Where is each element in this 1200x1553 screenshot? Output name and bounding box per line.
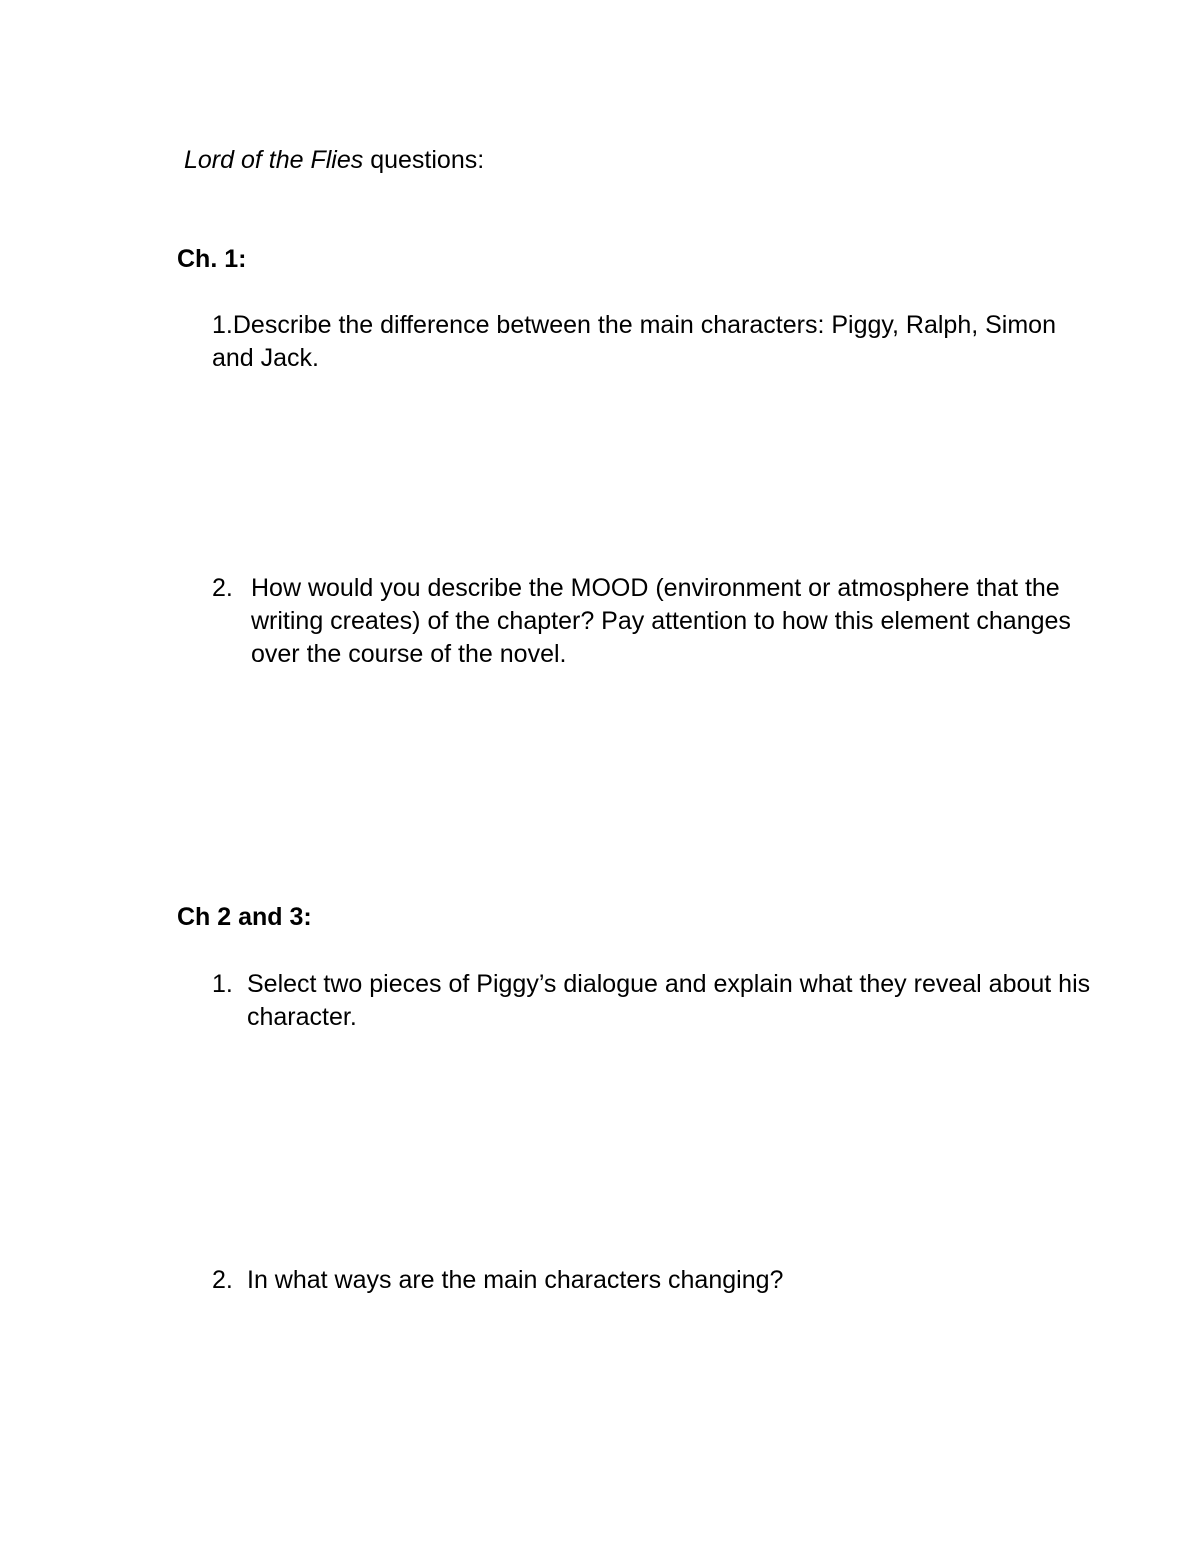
- question-body: How would you describe the MOOD (environment or atmosphere that the writing creates) of the chapter? Pay attention to how this element changes over the course of the novel.: [251, 574, 1071, 668]
- question-body: Describe the difference between the main characters: Piggy, Ralph, Simon and Jack.: [212, 311, 1056, 372]
- document-title: [184, 144, 484, 177]
- question-ch1-1: [212, 309, 1092, 375]
- question-ch1-2: [212, 572, 1112, 671]
- question-ch2-3-1: [212, 968, 1092, 1034]
- question-body: In what ways are the main characters changing?: [247, 1266, 784, 1294]
- question-body: Select two pieces of Piggy’s dialogue and explain what they reveal about his character.: [247, 970, 1091, 1031]
- book-title: Lord of the Flies: [184, 146, 364, 174]
- section-heading-ch1: Ch. 1:: [177, 245, 247, 273]
- question-number: 2.: [212, 574, 233, 602]
- question-text: [212, 309, 1092, 375]
- question-number: 2.: [212, 1266, 233, 1294]
- question-number: 1.: [212, 970, 233, 998]
- section-heading-ch2-3: Ch 2 and 3:: [177, 903, 312, 931]
- title-suffix: questions:: [363, 146, 485, 174]
- question-ch2-3-2: [212, 1264, 1092, 1297]
- question-number: 1.: [212, 311, 233, 339]
